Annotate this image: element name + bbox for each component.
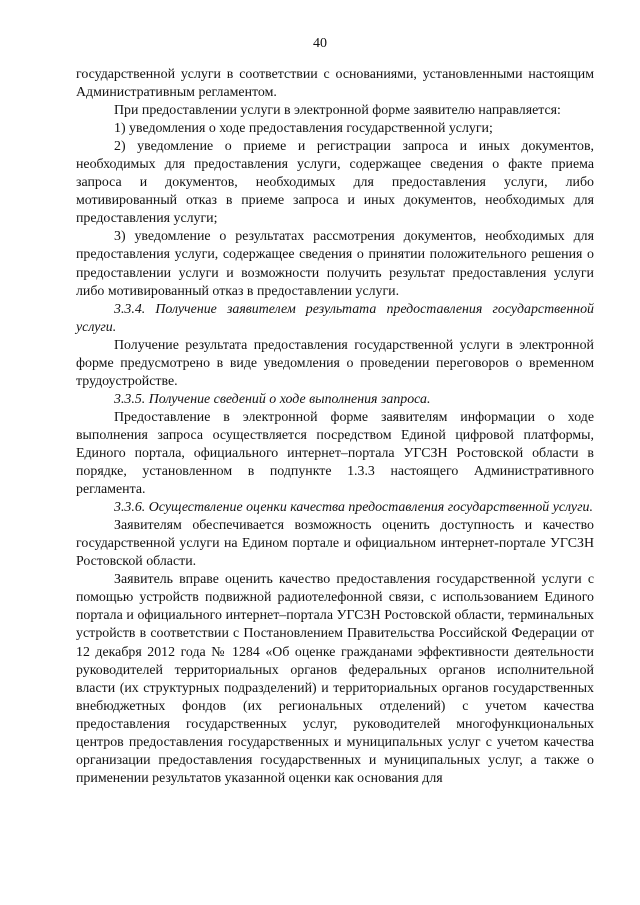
- list-item-2: 2) уведомление о приеме и регистрации запроса и иных документов, необходимых для предоставления услуги, содержащее сведения о факте приема запроса и документов, необходимых для предоставления услуги, либо мотивированный отказ в приеме запроса и иных документов, необходимых для предоставления услуги;: [76, 139, 594, 227]
- paragraph-applicant-rights: Заявитель вправе оценить качество предоставления государственной услуги с помощью устройств подвижной радиотелефонной связи, с использованием Единого портала и официального интернет–портала УГСЗН Ростовской области, терминальных устройств в соответствии с Постановлением Правительства Российской Федерации от 12 декабря 2012 года № 1284 «Об оценке гражданами эффективности деятельности руководителей территориальных органов федеральных органов исполнительной власти (их структурных подразделений) и территориальных органов государственных внебюджетных фондов (их региональных отделений) с учетом качества предоставления государственных услуг, руководителей многофункциональных центров предоставления государственных и муниципальных услуг с учетом качества организации предоставления государственных и муниципальных услуг, а также о применении результатов указанной оценки как основания для: [76, 572, 594, 786]
- document-body: [76, 66, 594, 788]
- paragraph-request-progress: Предоставление в электронной форме заявителям информации о ходе выполнения запроса осуществляется посредством Единой цифровой платформы, Единого портала, официального интернет–портала УГСЗН Ростовской области в порядке, установленном в подпункте 1.3.3 настоящего Административного регламента.: [76, 409, 594, 498]
- list-item-3: 3) уведомление о результатах рассмотрения документов, необходимых для предоставления услуги, содержащее сведения о принятии положительного решения о предоставлении услуги и возможности получить результат предоставления услуги либо мотивированный отказ в предоставлении услуги.: [76, 229, 594, 299]
- page-number: 40: [313, 36, 327, 51]
- section-heading-3-3-4: 3.3.4. Получение заявителем результата предоставления государственной услуги.: [76, 301, 594, 335]
- paragraph-electronic-form: При предоставлении услуги в электронной форме заявителю направляется:: [114, 103, 561, 119]
- section-heading-3-3-5: 3.3.5. Получение сведений о ходе выполнения запроса.: [114, 391, 431, 407]
- list-item-1: 1) уведомления о ходе предоставления государственной услуги;: [114, 121, 493, 137]
- paragraph-quality-assessment: Заявителям обеспечивается возможность оценить доступность и качество государственной услуги на Едином портале и официальном интернет-портале УГСЗН Ростовской области.: [76, 518, 594, 570]
- paragraph-continuation: государственной услуги в соответствии с основаниями, установленными настоящим Административным регламентом.: [76, 67, 594, 101]
- section-heading-3-3-6: 3.3.6. Осуществление оценки качества предоставления государственной услуги.: [114, 500, 593, 516]
- paragraph-result-receipt: Получение результата предоставления государственной услуги в электронной форме предусмотрено в виде уведомления о проведении переговоров о временном трудоустройстве.: [76, 337, 594, 389]
